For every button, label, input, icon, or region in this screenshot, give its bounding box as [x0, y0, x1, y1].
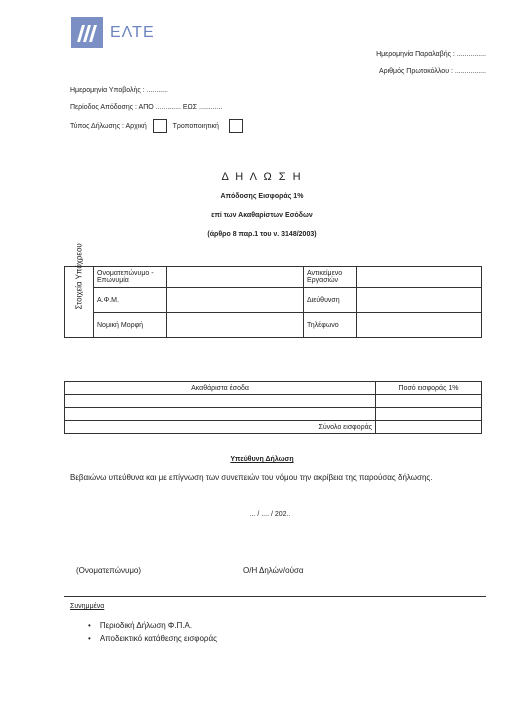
submission-date: Ημερομηνία Υποβολής : ........... [70, 87, 169, 94]
obligor-side-label: Στοιχεία Υπόχρεου [74, 242, 84, 309]
amended-checkbox[interactable] [229, 119, 243, 133]
initial-checkbox[interactable] [153, 119, 167, 133]
gross-income-cell[interactable] [65, 408, 376, 421]
contribution-cell[interactable] [376, 408, 482, 421]
name-label: Ονοματεπώνυμο - Επωνυμία [94, 267, 167, 288]
obligor-side-cell [65, 242, 94, 338]
declarant-caption: Ο/Η Δηλών/ούσα [243, 566, 304, 575]
name-value[interactable] [167, 267, 304, 288]
protocol-number: Αριθμός Πρωτοκόλλου : ................ [378, 68, 486, 75]
gross-income-header: Ακαθάριστα έσοδα [65, 382, 376, 395]
declaration-type-label: Τύπος Δήλωσης : Αρχική [70, 122, 147, 130]
attachment-label: Αποδεικτικό κατάθεσης εισφοράς [99, 634, 217, 643]
afm-label: Α.Φ.Μ. [94, 288, 167, 313]
attachment-label: Περιοδική Δήλωση Φ.Π.Α. [99, 621, 193, 630]
legal-form-value[interactable] [167, 313, 304, 338]
activity-label: Αντικείμενο Εργασιών [304, 267, 357, 288]
phone-label: Τηλέφωνο [304, 313, 357, 338]
receipt-date: Ημερομηνία Παραλαβής : ............... [376, 51, 486, 58]
attachments-heading: Συνημμένα [70, 603, 105, 610]
divider-line [64, 596, 486, 597]
title-line-2: επί των Ακαθαρίστων Εσόδων [211, 212, 313, 219]
submission-period: Περίοδος Απόδοσης : ΑΠΟ ............. ΕΩΣ ............ [70, 104, 223, 111]
attachment-item [88, 621, 192, 630]
logo-mark-icon [71, 17, 103, 48]
attachment-item [88, 634, 217, 643]
bullet-icon: • [88, 621, 91, 630]
responsible-heading: Υπεύθυνη Δήλωση [230, 456, 294, 463]
obligor-table [64, 242, 482, 338]
responsible-text: Βεβαιώνω υπεύθυνα και με επίγνωση των συνεπειών του νόμου την ακρίβεια της παρούσας δήλωσης. [70, 473, 433, 482]
total-contribution-value[interactable] [376, 421, 482, 434]
name-caption: (Ονοματεπώνυμο) [76, 566, 142, 575]
amended-label: Τροποποιητική [172, 122, 219, 130]
address-label: Διεύθυνση [304, 288, 357, 313]
contribution-cell[interactable] [376, 395, 482, 408]
income-table [64, 381, 482, 434]
total-contribution-label: Σύνολο εισφοράς [65, 421, 376, 434]
signature-date: ... / .... / 202.. [249, 511, 291, 518]
gross-income-cell[interactable] [65, 395, 376, 408]
activity-value[interactable] [357, 267, 482, 288]
declaration-type-row [70, 119, 247, 133]
contribution-header: Ποσό εισφοράς 1% [376, 382, 482, 395]
title-line-3: (άρθρο 8 παρ.1 του ν. 3148/2003) [207, 231, 317, 238]
phone-value[interactable] [357, 313, 482, 338]
logo-text: ΕΛΤΕ [110, 24, 155, 41]
legal-form-label: Νομική Μορφή [94, 313, 167, 338]
address-value[interactable] [357, 288, 482, 313]
title-line-1: Απόδοσης Εισφοράς 1% [220, 193, 304, 200]
afm-value[interactable] [167, 288, 304, 313]
bullet-icon: • [88, 634, 91, 643]
document-title: Δ Η Λ Ω Σ Η [221, 171, 303, 183]
